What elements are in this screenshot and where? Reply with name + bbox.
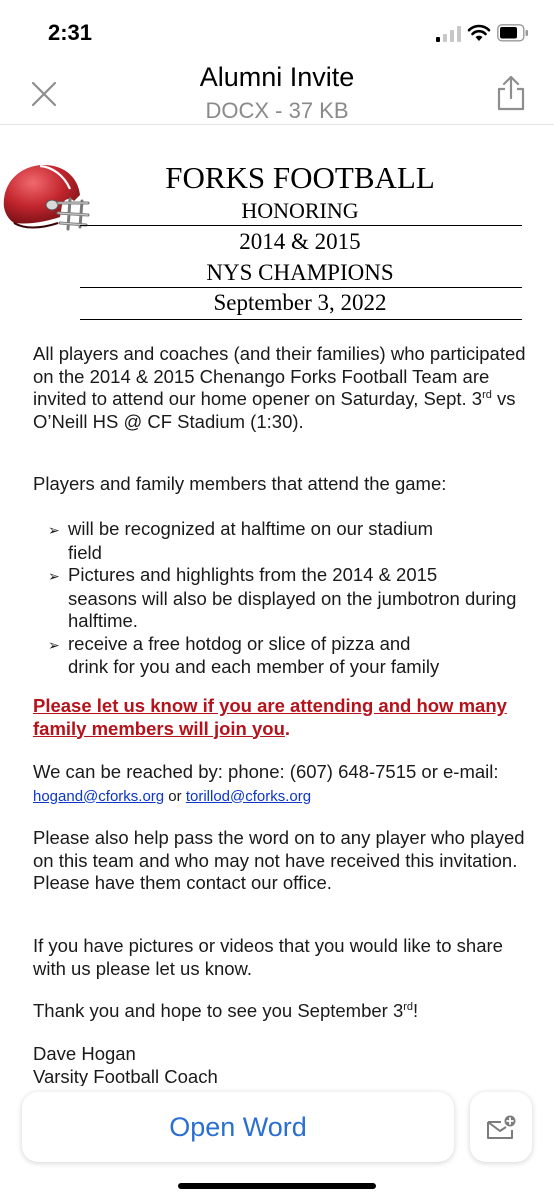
list-item-text: receive a free hotdog or slice of pizza and xyxy=(68,632,411,654)
document-header xyxy=(0,64,554,125)
rsvp-period: . xyxy=(284,717,291,739)
list-item xyxy=(48,633,528,679)
list-item-text: will be recognized at halftime on our stadium xyxy=(68,518,434,539)
mail-button[interactable] xyxy=(470,1092,532,1162)
status-time: 2:31 xyxy=(48,20,93,45)
email-link-hogan[interactable]: hogand@cforks.org xyxy=(33,787,165,805)
heading-date: September 3, 2022 xyxy=(213,290,387,315)
divider xyxy=(80,319,522,320)
attendance-intro: Players and family members that attend the game: xyxy=(33,473,447,494)
divider xyxy=(80,225,522,226)
wifi-icon xyxy=(467,24,491,42)
bullet-arrow-icon: ➢ xyxy=(48,568,60,584)
invitation-paragraph xyxy=(33,343,533,433)
email-link-torillo[interactable]: torillod@cforks.org xyxy=(185,787,312,805)
list-item-text: field xyxy=(68,541,102,563)
signer-name: Dave Hogan xyxy=(33,1043,136,1064)
mail-add-icon xyxy=(486,1114,516,1140)
pictures-paragraph: If you have pictures or videos that you would like to share with us please let us know. xyxy=(33,935,503,979)
rsvp-text: Please let us know if you are attending and how many family members will join you xyxy=(33,695,507,739)
bullet-arrow-icon: ➢ xyxy=(48,636,60,653)
thanks-paragraph xyxy=(33,1000,533,1023)
battery-icon xyxy=(497,24,529,42)
ordinal-suffix: rd xyxy=(482,388,492,401)
bullet-arrow-icon: ➢ xyxy=(48,522,60,538)
benefits-list xyxy=(48,518,528,679)
list-item xyxy=(48,518,528,564)
invitation-text-end: vs O’Neill HS @ CF Stadium (1:30). xyxy=(33,388,516,432)
list-item-text: drink for you and each member of your family xyxy=(68,656,440,677)
ordinal-suffix: rd xyxy=(403,1000,414,1013)
contact-paragraph xyxy=(33,761,533,808)
or-text: or xyxy=(164,787,186,805)
heading-champions: NYS CHAMPIONS xyxy=(206,260,394,285)
signer-title: Varsity Football Coach xyxy=(33,1065,218,1087)
bottom-toolbar xyxy=(0,1086,554,1200)
invitation-text: All players and coaches (and their families) who participated on the 2014 & 2015 Chenango Forks Football Team are invited to attend our home opener on Saturday, Sept. 3 xyxy=(33,343,526,409)
pass-word-paragraph: Please also help pass the word on to any player who played on this team and who may not have received this invitation. Please have them contact our office. xyxy=(33,827,525,893)
status-bar xyxy=(0,0,554,64)
document-title: Alumni Invite xyxy=(199,62,355,92)
cellular-signal-icon xyxy=(436,26,462,42)
contact-text: We can be reached by: phone: (607) 648-7515 or e-mail: xyxy=(33,761,499,782)
signature xyxy=(33,1043,533,1088)
divider xyxy=(80,287,522,288)
document-content xyxy=(0,125,554,1085)
heading-years: 2014 & 2015 xyxy=(239,229,361,254)
thanks-exclamation: ! xyxy=(413,1000,419,1021)
list-item-text: Pictures and highlights from the 2014 & 2015 xyxy=(68,564,438,585)
thanks-text: Thank you and hope to see you September 3 xyxy=(33,1000,404,1021)
home-indicator xyxy=(178,1183,376,1189)
rsvp-notice xyxy=(33,695,533,740)
heading-team: FORKS FOOTBALL xyxy=(165,160,435,195)
share-icon[interactable] xyxy=(494,74,528,112)
list-item-text: seasons will also be displayed on the jumbotron during halftime. xyxy=(68,587,517,631)
open-word-button[interactable]: Open Word xyxy=(22,1092,454,1162)
list-item xyxy=(48,564,528,633)
heading-honoring: HONORING xyxy=(241,198,359,223)
document-subtitle: DOCX - 37 KB xyxy=(205,98,349,123)
football-helmet-icon xyxy=(0,161,92,235)
